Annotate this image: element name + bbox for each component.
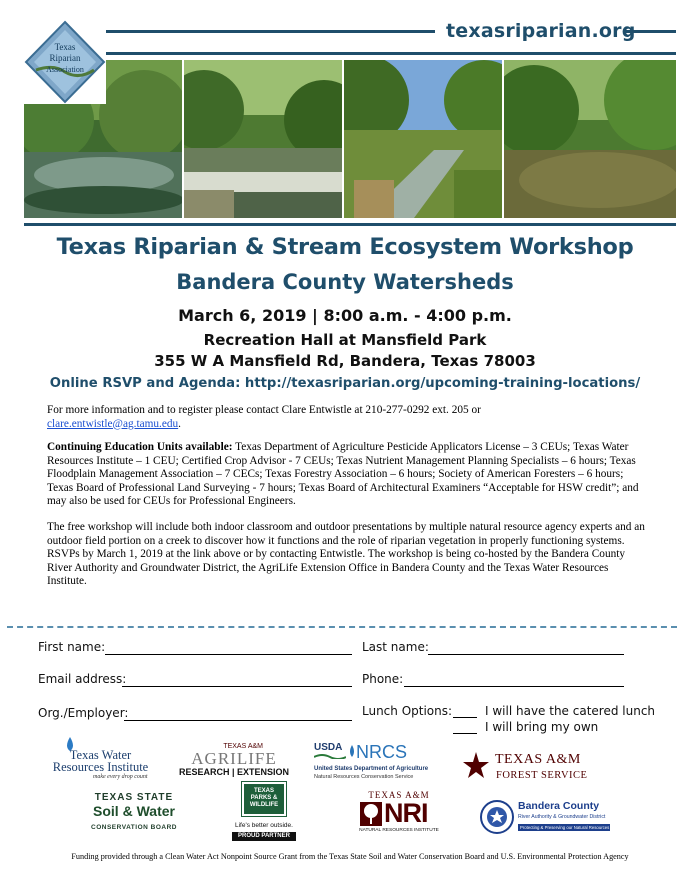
usda-line-2: Natural Resources Conservation Service	[314, 774, 414, 780]
logo-text-3: Association	[46, 65, 84, 74]
tpwd-logo	[228, 782, 300, 844]
tpwd-tagline: Life's better outside.	[235, 822, 293, 829]
agrilife-logo	[175, 743, 293, 783]
tfs-line-1: TEXAS A&M	[495, 752, 581, 767]
first-name-label: First name:	[38, 640, 106, 654]
nri-main: NRI	[384, 798, 428, 828]
twri-line-2: Resources Institute	[52, 760, 149, 774]
nri-sub: NATURAL RESOURCES INSTITUTE	[359, 828, 439, 833]
workshop-venue: Recreation Hall at Mansfield Park	[203, 331, 487, 349]
email-field[interactable]	[122, 686, 352, 687]
texas-riparian-association-logo	[24, 20, 106, 104]
bandera-county-logo	[480, 798, 615, 840]
lunch-option-1-label: I will have the catered lunch	[485, 704, 656, 718]
last-name-label: Last name:	[362, 640, 429, 654]
contact-paragraph	[47, 404, 647, 431]
bandera-line-2: River Authority & Groundwater District	[518, 814, 606, 820]
bandera-seal-icon	[480, 800, 514, 834]
header-rule-bottom	[105, 52, 676, 55]
stream-photo-2	[184, 60, 342, 218]
usda-mark: USDA	[314, 742, 343, 753]
funding-footer: Funding provided through a Clean Water Act Nonpoint Source Grant from the Texas State Soil and Water Conservation Board and U.S. Environmental Protection Agency	[71, 852, 629, 861]
contact-email-link[interactable]: clare.entwistle@ag.tamu.edu	[47, 417, 179, 430]
tfs-line-2: FOREST SERVICE	[496, 770, 588, 781]
description-paragraph: The free workshop will include both indoor classroom and outdoor presentations by multiple natural resource agency experts and an outdoor field portion on a creek to discover how it functions and the role of riparian vegetation in properly functioning systems. RSVPs by March 1, 2019 at the link above or by contacting Entwistle. The workshop is being co-hosted by the Bandera County River Authority and Groundwater District, the AgriLife Extension Office in Bandera County and the Texas Water Resources Institute.	[47, 521, 645, 588]
workshop-title: Texas Riparian & Stream Ecosystem Workshop	[56, 234, 634, 260]
forest-star-icon	[463, 752, 489, 782]
tpwd-line-1: TEXAS	[253, 788, 274, 794]
stream-photo-4	[504, 60, 676, 218]
contact-end: .	[178, 417, 181, 430]
lunch-option-2-blank[interactable]	[453, 733, 477, 734]
twri-line-1: Texas Water	[69, 748, 132, 762]
email-label: Email address:	[38, 672, 127, 686]
website-url[interactable]: texasriparian.org	[446, 20, 636, 42]
rsvp-link[interactable]: Online RSVP and Agenda: http://texasriparian.org/upcoming-training-locations/	[49, 376, 641, 391]
workshop-date-time: March 6, 2019 | 8:00 a.m. - 4:00 p.m.	[178, 306, 512, 325]
phone-label: Phone:	[362, 672, 404, 686]
header-rule-top-left	[105, 30, 435, 33]
logo-text-2: Riparian	[49, 53, 81, 63]
nri-top: TEXAS A&M	[368, 790, 430, 800]
tsswcb-line-1: TEXAS STATE	[94, 792, 174, 803]
usda-line-1: United States Department of Agriculture	[314, 766, 429, 772]
logo-text-1: Texas	[54, 42, 76, 52]
drop-icon	[348, 745, 356, 759]
tsswcb-logo	[84, 792, 184, 842]
contact-text: For more information and to register please contact Clare Entwistle at 210-277-0292 ext. 205 or	[47, 404, 481, 416]
lunch-option-1-blank[interactable]	[453, 717, 477, 718]
org-field[interactable]	[124, 720, 352, 721]
tree-icon	[360, 802, 382, 826]
nri-logo	[356, 790, 442, 842]
usda-nrcs-logo	[312, 742, 442, 784]
texas-am-forest-service-logo	[463, 750, 593, 786]
ceu-paragraph	[47, 441, 647, 509]
form-separator	[7, 626, 677, 628]
bandera-line-3: Protecting & Preserving our Natural Resources	[520, 825, 610, 830]
last-name-field[interactable]	[428, 654, 624, 655]
org-label: Org./Employer:	[38, 706, 129, 720]
header-rule-under-photos	[24, 223, 676, 226]
ceu-label: Continuing Education Units available:	[47, 441, 233, 453]
tpwd-line-3: WILDLIFE	[249, 802, 279, 808]
tpwd-partner: PROUD PARTNER	[232, 832, 296, 841]
agrilife-top: TEXAS A&M	[223, 743, 263, 750]
tsswcb-line-3: CONSERVATION BOARD	[91, 824, 177, 831]
twri-tagline: make every drop count	[93, 774, 148, 780]
stream-photo-3	[344, 60, 502, 218]
tpwd-line-2: PARKS &	[250, 795, 278, 801]
agrilife-sub: RESEARCH | EXTENSION	[178, 767, 290, 777]
ceu-text: Texas Department of Agriculture Pesticide Applicators License – 3 CEUs; Texas Water Resources Institute – 1 CEU; Certified Crop Advisor - 7 CEUs; Texas Nutrient Management Planning Specialists – 6 hours; Texas Floodplain Management Association – 7 CECs; Texas Forestry Association – 6 hours; Society of American Foresters – 6 hours; Texas Board of Professional Land Surveying - 7 hours; Texas Board of Architectural Examiners “Acceptable for HSW credit”; and may also be used for CEUs for Professional Engineers.	[47, 441, 639, 508]
lunch-label: Lunch Options:	[362, 704, 453, 718]
twri-logo	[38, 735, 163, 783]
phone-field[interactable]	[404, 686, 624, 687]
workshop-address: 355 W A Mansfield Rd, Bandera, Texas 78003	[154, 352, 536, 370]
agrilife-main: AGRILIFE	[191, 749, 277, 768]
first-name-field[interactable]	[105, 654, 352, 655]
lunch-option-2-label: I will bring my own	[485, 720, 599, 734]
tsswcb-line-2: Soil & Water	[93, 803, 175, 819]
nrcs-mark: NRCS	[356, 742, 408, 762]
workshop-subtitle: Bandera County Watersheds	[176, 270, 514, 294]
bandera-line-1: Bandera County	[518, 800, 600, 812]
